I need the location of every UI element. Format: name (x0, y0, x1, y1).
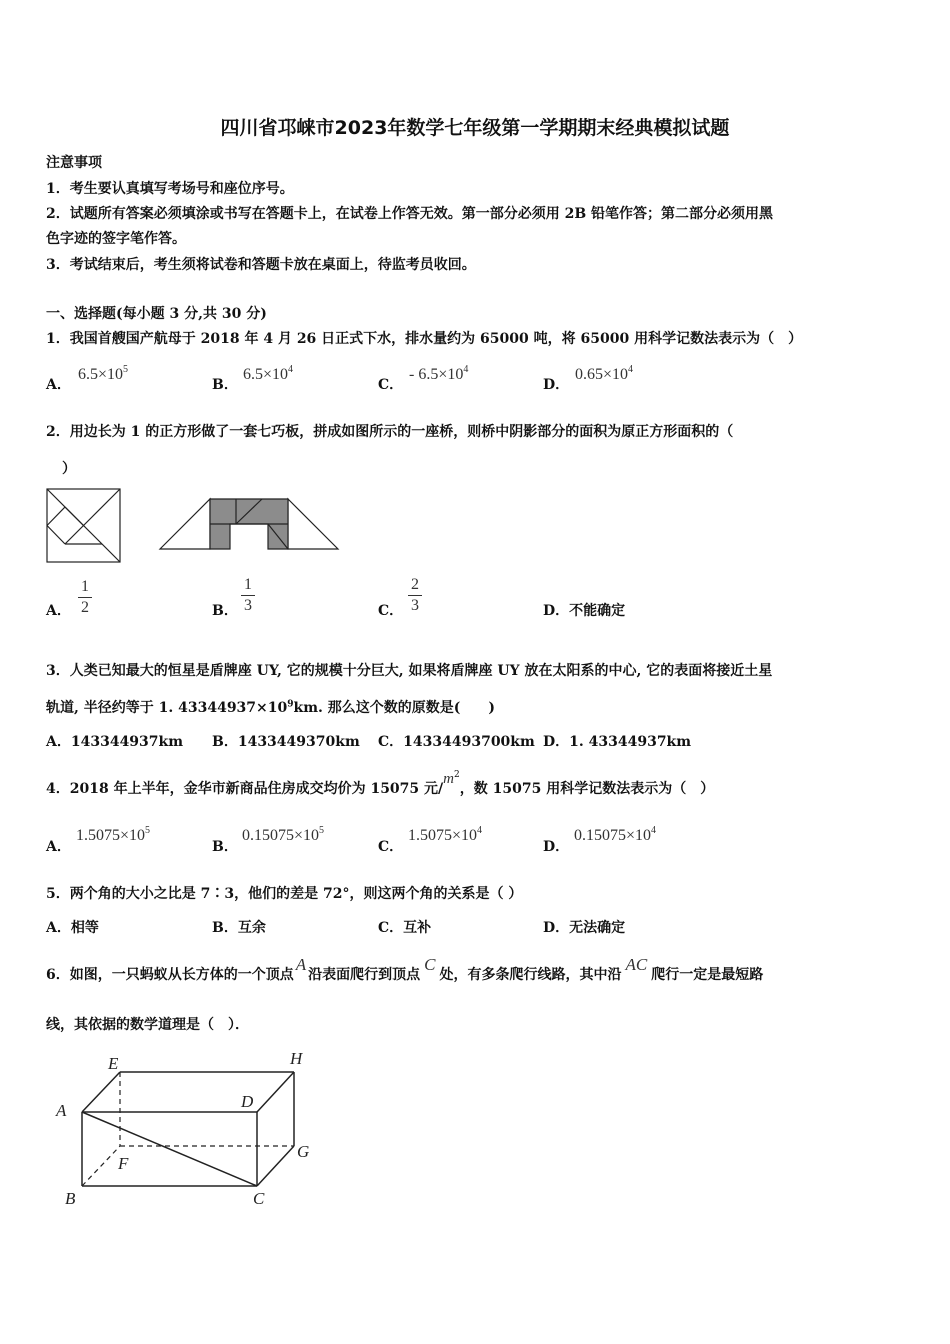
page-title: 四川省邛崃市2023年数学七年级第一学期期末经典模拟试题 (220, 117, 730, 139)
tangram-bridge-figure (158, 494, 340, 552)
q3-option-d: D．1. 43344937km (543, 734, 692, 750)
vertex-label-g: G (297, 1142, 310, 1161)
q1-option-c-value: - $6.5\times 10^4$ (409, 364, 469, 383)
vertex-label-a: A (56, 1101, 67, 1120)
q2-option-a-fraction: 1 2 (78, 578, 92, 617)
q2-option-c-label: C． (378, 603, 404, 619)
q1-stem: 1．我国首艘国产航母于 2018 年 4 月 26 日正式下水，排水量约为 65000 吨，将 65000 用科学记数法表示为（ ） (46, 331, 803, 347)
notice-item-2-line-1: 2．试题所有答案必须填涂或书写在答题卡上，在试卷上作答无效。第一部分必须用 2B 铅笔作答；第二部分必须用黑 (46, 206, 774, 222)
q2-stem-end: ） (62, 461, 76, 477)
q1-option-b-value: $6.5\times 10^4$ (243, 364, 294, 383)
q1-option-c-label: C． (378, 377, 404, 393)
q6-line-2: 线，其依据的数学道理是（ ）． (46, 1017, 249, 1033)
q2-option-b-label: B． (212, 603, 238, 619)
q4-option-b-value: $0.15075\times 10^5$ (242, 825, 325, 844)
section-heading: 一、选择题(每小题 3 分,共 30 分) (46, 306, 267, 322)
vertex-label-b: B (65, 1189, 76, 1208)
tangram-square-figure (46, 488, 122, 564)
q6-stem: 6．如图，一只蚂蚁从长方体的一个顶点A沿表面爬行到顶点C处，有多条爬行线路，其中沿AC爬行一定是最短路 (46, 955, 764, 983)
q2-option-a-label: A． (46, 603, 71, 619)
q5-option-d: D．无法确定 (543, 920, 626, 936)
q1-option-d-value: $0.65\times 10^4$ (575, 364, 634, 383)
vertex-label-c: C (253, 1189, 265, 1208)
q1-option-b-label: B． (212, 377, 238, 393)
q1-option-a-value: $6.5\times 10^5$ (78, 364, 129, 383)
q4-option-c-label: C． (378, 839, 404, 855)
q4-option-a-label: A． (46, 839, 71, 855)
q4-option-d-label: D． (543, 839, 570, 855)
q4-option-b-label: B． (212, 839, 238, 855)
vertex-label-e: E (108, 1054, 119, 1073)
notice-heading: 注意事项 (46, 155, 102, 171)
q2-option-c-fraction: 2 3 (408, 576, 422, 615)
q1-option-d-label: D． (543, 377, 570, 393)
notice-item-1: 1．考生要认真填写考场号和座位序号。 (46, 181, 294, 197)
q3-option-c: C．14334493700km (378, 734, 535, 750)
notice-item-3: 3．考试结束后，考生须将试卷和答题卡放在桌面上，待监考员收回。 (46, 257, 476, 273)
q3-line-2: 轨道, 半径约等于 1. $43344937\times 10^9km$. 那么这个数的原数是( ) (46, 699, 496, 716)
q5-stem: 5．两个角的大小之比是 7∶3，他们的差是 72°，则这两个角的关系是（ ） (46, 886, 523, 902)
q4-option-a-value: $1.5075\times 10^5$ (76, 825, 151, 844)
q5-option-c: C．互补 (378, 920, 432, 936)
q3-option-b: B．1433449370km (212, 734, 360, 750)
notice-item-2-line-2: 色字迹的签字笔作答。 (46, 231, 186, 247)
vertex-label-h: H (290, 1049, 303, 1068)
q3-option-a: A．143344937km (46, 734, 184, 750)
q4-option-d-value: $0.15075\times 10^4$ (574, 825, 657, 844)
q3-line-1: 3．人类已知最大的恒星是盾牌座 UY, 它的规模十分巨大, 如果将盾牌座 UY 放在太阳系的中心, 它的表面将接近土星 (46, 663, 773, 679)
q2-stem: 2．用边长为 1 的正方形做了一套七巧板，拼成如图所示的一座桥，则桥中阴影部分的面积为原正方形面积的（ (46, 424, 734, 440)
vertex-label-d: D (241, 1092, 254, 1111)
q2-option-d: D．不能确定 (543, 603, 626, 619)
q1-option-a-label: A． (46, 377, 71, 393)
q5-option-b: B．互余 (212, 920, 266, 936)
vertex-label-f: F (118, 1154, 129, 1173)
q5-option-a: A．相等 (46, 920, 99, 936)
q2-option-b-fraction: 1 3 (241, 576, 255, 615)
cuboid-figure (50, 1045, 330, 1215)
q4-stem: 4．2018 年上半年，金华市新商品住房成交均价为 15075 元$/m^2$，数 15075 用科学记数法表示为（ ） (46, 770, 715, 797)
q4-option-c-value: $1.5075\times 10^4$ (408, 825, 483, 844)
